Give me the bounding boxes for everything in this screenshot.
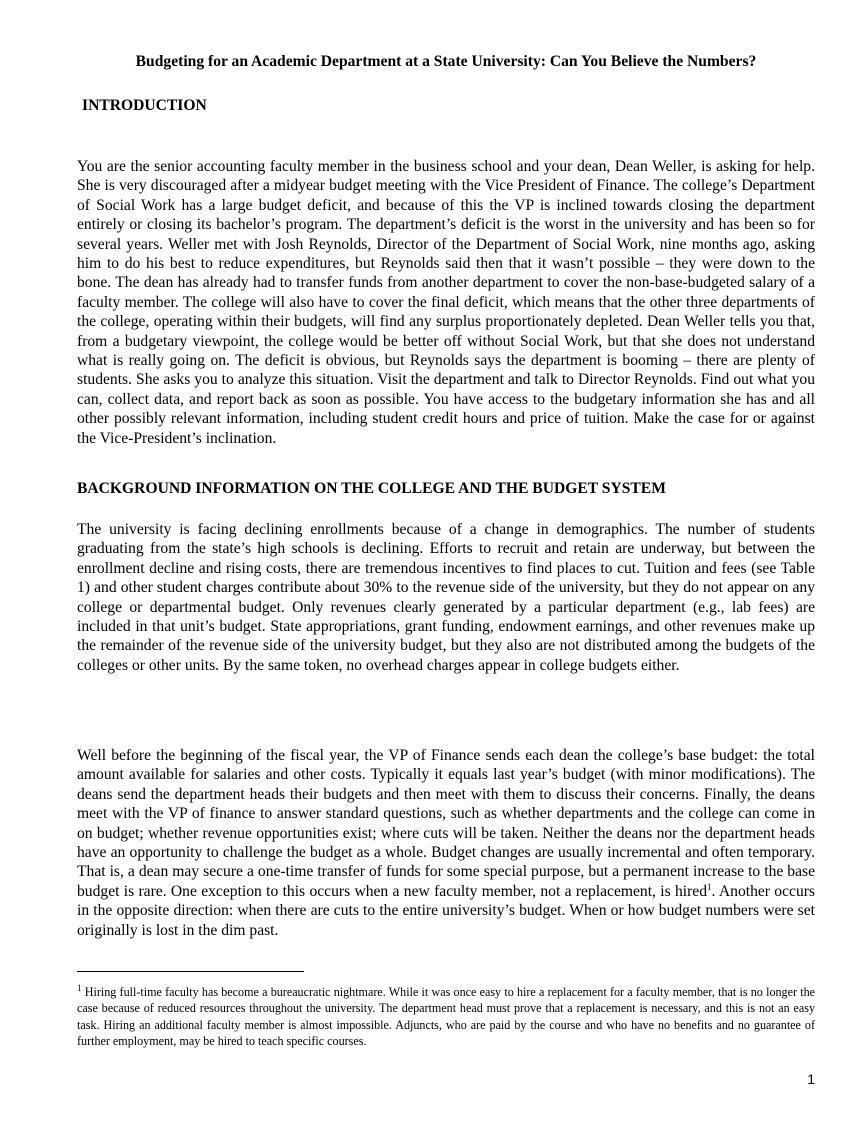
footnote-separator [77, 971, 304, 972]
document-title: Budgeting for an Academic Department at a State University: Can You Believe the Numbers? [135, 53, 757, 70]
section-heading-introduction: INTRODUCTION [82, 97, 207, 114]
background-paragraph-2 [77, 746, 815, 940]
page-number: 1 [807, 1071, 815, 1087]
background-paragraph-1: The university is facing declining enrollments because of a change in demographics. The number of students graduating from the state’s high schools is declining. Efforts to recruit and retain are underway, but between the enrollment decline and rising costs, there are tremendous incentives to find places to cut. Tuition and fees (see Table 1) and other student charges contribute about 30% to the revenue side of the university, but they do not appear on any college or departmental budget. Only revenues clearly generated by a particular department (e.g., lab fees) are included in that unit’s budget. State appropriations, grant funding, endowment earnings, and other revenues make up the remainder of the revenue side of the university budget, but they also are not distributed among the budgets of the colleges or other units. By the same token, no overhead charges appear in college budgets either. [77, 521, 815, 674]
paragraph-text: Well before the beginning of the fiscal year, the VP of Finance sends each dean the college’s base budget: the total amount available for salaries and other costs. Typically it equals last year’s budget (with minor modifications). The deans send the department heads their budgets and then meet with them to discuss their concerns. Finally, the deans meet with the VP of finance to answer standard questions, such as whether departments and the college can come in on budget; whether revenue opportunities exist; where cuts will be taken. Neither the deans nor the department heads have an opportunity to challenge the budget as a whole. Budget changes are usually incremental and often temporary. That is, a dean may secure a one-time transfer of funds for some special purpose, but a permanent increase to the base budget is rare. One exception to this occurs when a new faculty member, not a replacement, is hired [77, 747, 815, 900]
footnote-text: Hiring full-time faculty has become a bureaucratic nightmare. While it was once easy to hire a replacement for a faculty member, that is no longer the case because of reduced resources throughout the university. The department head must prove that a replacement is necessary, and this is not an easy task. Hiring an additional faculty member is almost impossible. Adjuncts, who are paid by the course and who have no benefits and no guarantee of further employment, may be hired to teach specific courses. [77, 985, 815, 1049]
section-heading-background: BACKGROUND INFORMATION ON THE COLLEGE AND THE BUDGET SYSTEM [77, 480, 666, 497]
intro-paragraph: You are the senior accounting faculty member in the business school and your dean, Dean Weller, is asking for help. She is very discouraged after a midyear budget meeting with the Vice President of Finance. The college’s Department of Social Work has a large budget deficit, and because of this the VP is inclined towards closing the department entirely or closing its bachelor’s program. The department’s deficit is the worst in the university and has been so for several years. Weller met with Josh Reynolds, Director of the Department of Social Work, nine months ago, asking him to do his best to reduce expenditures, but Reynolds said then that it wasn’t possible – they were down to the bone. The dean has already had to transfer funds from another department to cover the non-base-budgeted salary of a faculty member. The college will also have to cover the final deficit, which means that the other three departments of the college, operating within their budgets, will find any surplus proportionately depleted. Dean Weller tells you that, from a budgetary viewpoint, the college would be better off without Social Work, but that she does not understand what is really going on. The deficit is obvious, but Reynolds says the department is booming – there are plenty of students. She asks you to analyze this situation. Visit the department and talk to Director Reynolds. Find out what you can, collect data, and report back as soon as possible. You have access to the budgetary information she has and all other possibly relevant information, including student credit hours and price of tuition. Make the case for or against the Vice-President’s inclination. [77, 158, 815, 447]
footnote-marker: 1 [77, 982, 82, 993]
footnote [77, 984, 815, 1050]
footnote-reference[interactable]: 1 [707, 881, 712, 892]
paragraph-text: . Another occurs in the opposite direction: when there are cuts to the entire university’s budget. When or how budget numbers were set originally is lost in the dim past. [77, 882, 815, 939]
